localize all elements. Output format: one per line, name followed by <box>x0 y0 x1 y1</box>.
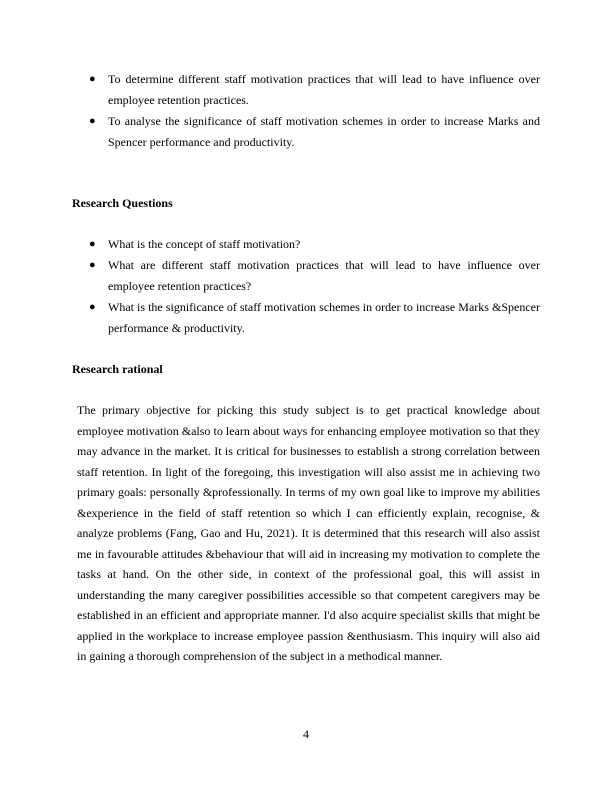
bullet-icon: ● <box>89 301 96 313</box>
list-item <box>88 255 540 297</box>
list-item <box>88 297 540 339</box>
question-text: What is the significance of staff motivation schemes in order to increase Marks &Spencer performance & productivity. <box>108 300 540 335</box>
objective-text: To analyse the significance of staff motivation schemes in order to increase Marks and Spencer performance and productivity. <box>108 114 540 149</box>
question-text: What is the concept of staff motivation? <box>108 237 301 251</box>
research-questions-heading: Research Questions <box>72 196 173 210</box>
list-item <box>88 234 540 255</box>
page-number: 4 <box>303 727 309 741</box>
question-text: What are different staff motivation practices that will lead to have influence over employee retention practices? <box>108 258 540 293</box>
bullet-icon: ● <box>89 73 96 85</box>
research-questions-list <box>88 234 540 339</box>
list-item <box>88 111 540 153</box>
bullet-icon: ● <box>89 238 96 250</box>
research-rational-heading: Research rational <box>72 362 163 376</box>
list-item <box>88 69 540 111</box>
bullet-icon: ● <box>89 115 96 127</box>
bullet-icon: ● <box>89 259 96 271</box>
research-rational-paragraph: The primary objective for picking this study subject is to get practical knowledge about employee motivation &also to learn about ways for enhancing employee motivation so that they may advance in the market. It is critical for businesses to establish a strong correlation between staff retention. In light of the foregoing, this investigation will also assist me in achieving two primary goals: personally &professionally. In terms of my own goal like to improve my abilities &experience in the field of staff retention so which I can efficiently explain, recognise, & analyze problems (Fang, Gao and Hu, 2021). It is determined that this research will also assist me in favourable attitudes &behaviour that will aid in increasing my motivation to complete the tasks at hand. On the other side, in context of the professional goal, this will assist in understanding the many caregiver possibilities accessible so that competent caregivers may be established in an efficient and appropriate manner. I'd also acquire specialist skills that might be applied in the workplace to increase employee passion &enthusiasm. This inquiry will also aid in gaining a thorough comprehension of the subject in a methodical manner. <box>77 403 540 663</box>
objective-text: To determine different staff motivation practices that will lead to have influence over employee retention practices. <box>108 72 540 107</box>
objectives-list <box>88 69 540 153</box>
